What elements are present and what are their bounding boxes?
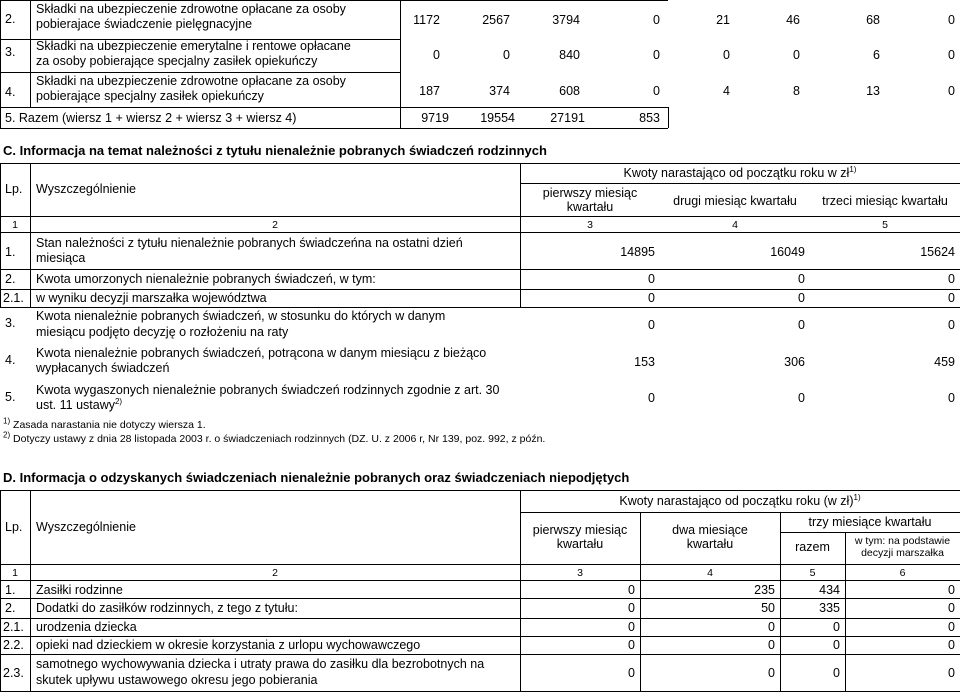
column-header-group: Kwoty narastająco od początku roku w $zł^{1)}$ (623, 164, 857, 180)
table-cell: 4 (723, 84, 730, 98)
table-row-lp: 2.1. (3, 620, 24, 634)
table-row-desc: Składki na ubezpieczenie zdrowotne opłacane za osoby (36, 74, 346, 88)
table-row-desc: Dodatki do zasiłków rodzinnych, z tego z tytułu: (36, 601, 298, 615)
table-cell: 0 (948, 13, 955, 27)
column-header-lp: Lp. (5, 520, 23, 534)
table-cell: 0 (648, 318, 655, 332)
table-cell: 0 (628, 583, 635, 597)
table-row-desc: pobierające specjalny zasiłek opiekuńczy (36, 89, 264, 103)
table-row-desc: za osoby pobierające specjalny zasiłek opiekuńczy (36, 54, 318, 68)
column-header: pierwszy miesiąc kwartału (542, 186, 638, 215)
table-cell: 0 (503, 48, 510, 62)
table-row-desc: opieki nad dzieckiem w okresie korzystania z urlopu wychowawczego (36, 638, 421, 652)
section-d-title: D. Informacja o odzyskanych świadczeniach nienależnie pobranych oraz świadczeniach niepodjętych (3, 470, 630, 485)
table-cell: 0 (768, 620, 775, 634)
table-cell: 853 (639, 111, 660, 125)
table-row-desc: skutek upływu ustawowego okresu jego pobierania (36, 673, 318, 687)
column-header: pierwszy miesiąc kwartału (532, 523, 628, 552)
table-cell: 0 (948, 620, 955, 634)
table-cell: 0 (628, 638, 635, 652)
table-cell: 0 (628, 620, 635, 634)
table-cell: 8 (793, 84, 800, 98)
table-cell: 0 (798, 272, 805, 286)
table-cell: 608 (559, 84, 580, 98)
table-row-lp: 1. (5, 583, 16, 597)
table-cell: 840 (559, 48, 580, 62)
table-cell: 0 (798, 291, 805, 305)
table-row-lp: 2.3. (3, 666, 24, 680)
column-header: dwa miesiące kwartału (672, 523, 748, 552)
table-cell: 235 (754, 583, 775, 597)
table-cell: 0 (948, 272, 955, 286)
table-cell: 2567 (482, 13, 510, 27)
table-cell: 0 (768, 638, 775, 652)
table-row-desc: Kwota wygaszonych nienależnie pobranych świadczeń rodzinnych zgodnie z art. 30 (36, 383, 500, 397)
table-row-desc: Składki na ubezpieczenie zdrowotne opłacane za osoby (36, 2, 346, 16)
column-header: trzeci miesiąc kwartału (822, 194, 948, 208)
column-number: 6 (899, 567, 906, 579)
table-cell: 0 (798, 318, 805, 332)
column-number: 4 (707, 567, 713, 579)
table-cell: 374 (489, 84, 510, 98)
table-row-lp: 2. (5, 12, 16, 26)
column-header-lp: Lp. (5, 182, 23, 196)
footnote: $^{2)}$ Dotyczy ustawy z dnia 28 listopada 2003 r. o świadczeniach rodzinnych (DZ. U. z 2006 r, Nr 139, poz. 992, z późn. (3, 430, 546, 445)
table-cell: 0 (798, 391, 805, 405)
table-cell: 0 (648, 272, 655, 286)
column-number: 2 (272, 219, 278, 231)
table-cell: 0 (948, 318, 955, 332)
total-label: 5. Razem (wiersz 1 + wiersz 2 + wiersz 3 + wiersz 4) (5, 111, 297, 125)
table-cell: 68 (866, 13, 880, 27)
table-cell: 0 (948, 638, 955, 652)
table-cell: 0 (653, 48, 660, 62)
column-number: 2 (272, 567, 278, 579)
table-row-lp: 2. (5, 601, 16, 615)
column-header-group: Kwoty narastająco od początku roku (w zł)$^{1)}$ (619, 492, 861, 508)
table-cell: 1172 (413, 13, 440, 27)
table-row-lp: 5. (5, 390, 16, 404)
table-cell: 0 (948, 84, 955, 98)
table-cell: 0 (653, 13, 660, 27)
column-number: 1 (12, 219, 18, 231)
table-cell: 0 (628, 601, 635, 615)
table-cell: 46 (786, 13, 800, 27)
table-cell: 0 (948, 48, 955, 62)
table-cell: 0 (948, 601, 955, 615)
table-cell: 434 (819, 583, 840, 597)
column-number: 1 (12, 567, 18, 579)
table-row-desc: pobierajace świadczenie pielęgnacyjne (36, 17, 253, 31)
table-cell: 0 (653, 84, 660, 98)
table-cell: 153 (634, 355, 655, 369)
table-cell: 0 (833, 638, 840, 652)
table-cell: 0 (948, 291, 955, 305)
table-row-desc: Składki na ubezpieczenie emerytalne i rentowe opłacane (36, 39, 351, 53)
column-header: razem (795, 540, 830, 554)
table-cell: 6 (873, 48, 880, 62)
table-cell: 14895 (620, 245, 655, 259)
column-header-desc: Wyszczególnienie (36, 182, 136, 196)
table-cell: 50 (761, 601, 775, 615)
table-row-desc: samotnego wychowywania dziecka i utraty prawa do zasiłku dla bezrobotnych na (36, 657, 485, 671)
table-cell: 0 (648, 391, 655, 405)
column-header-desc: Wyszczególnienie (36, 520, 136, 534)
column-number: 5 (809, 567, 816, 579)
table-cell: 21 (716, 13, 730, 27)
table-row-lp: 4. (5, 85, 16, 99)
table-cell: 13 (866, 84, 880, 98)
table-row-desc: urodzenia dziecka (36, 620, 137, 634)
table-row-desc: w wyniku decyzji marszałka województwa (36, 291, 267, 305)
table-cell: 27191 (550, 111, 585, 125)
table-cell: 9719 (421, 111, 449, 125)
table-row-lp: 2. (5, 272, 16, 286)
column-number: 3 (577, 567, 583, 579)
table-row-lp: 3. (5, 45, 16, 59)
table-cell: 306 (784, 355, 805, 369)
table-cell: 0 (768, 666, 775, 680)
table-row-lp: 2.1. (3, 291, 24, 305)
column-header: trzy miesiące kwartału (808, 515, 932, 529)
table-cell: 3794 (552, 13, 580, 27)
table-cell: 15624 (920, 245, 955, 259)
table-cell: 0 (723, 48, 730, 62)
column-number: 5 (882, 219, 888, 231)
table-cell: 16049 (770, 245, 805, 259)
table-row-lp: 1. (5, 245, 16, 259)
table-row-lp: 3. (5, 316, 16, 330)
table-cell: 0 (648, 291, 655, 305)
table-cell: 0 (833, 620, 840, 634)
table-row-lp: 4. (5, 353, 16, 367)
table-cell: 0 (433, 48, 440, 62)
section-c-title: C. Informacja na temat należności z tytułu nienależnie pobranych świadczeń rodzinnych (3, 143, 547, 158)
table-row-lp: 2.2. (3, 638, 24, 652)
table-cell: 335 (819, 601, 840, 615)
column-header: drugi miesiąc kwartału (673, 194, 797, 208)
table-cell: 0 (948, 583, 955, 597)
table-row-desc: Zasiłki rodzinne (36, 583, 123, 597)
table-cell: 0 (833, 666, 840, 680)
table-cell: 459 (934, 355, 955, 369)
table-cell: 0 (948, 666, 955, 680)
table-row-desc: Kwota nienależnie pobranych świadczeń, w stosunku do których w danym (36, 309, 446, 323)
table-row-desc: miesiącu podjęto decyzję o rozłożeniu na raty (36, 325, 289, 339)
column-number: 3 (587, 219, 593, 231)
table-row-desc: wypłacanych świadczeń (36, 361, 170, 375)
footnote: $^{1)}$ Zasada narastania nie dotyczy wiersza 1. (3, 416, 206, 431)
table-cell: 19554 (480, 111, 515, 125)
table-cell: 0 (948, 391, 955, 405)
table-row-desc: Kwota umorzonych nienależnie pobranych świadczeń, w tym: (36, 272, 376, 286)
table-row-desc: ust. 11 ustawy$^{2)}$ (36, 396, 123, 412)
table-cell: 187 (419, 84, 440, 98)
table-row-desc: Kwota nienależnie pobranych świadczeń, potrącona w danym miesiącu z bieżąco (36, 346, 487, 360)
table-row-desc: Stan należności z tytułu nienależnie pobranych świadczeńna na ostatni dzień (36, 236, 463, 250)
table-cell: 0 (628, 666, 635, 680)
table-cell: 0 (793, 48, 800, 62)
table-row-desc: miesiąca (36, 251, 86, 265)
column-header: w tym: na podstawie decyzji marszałka (854, 535, 951, 560)
column-number: 4 (732, 219, 738, 231)
